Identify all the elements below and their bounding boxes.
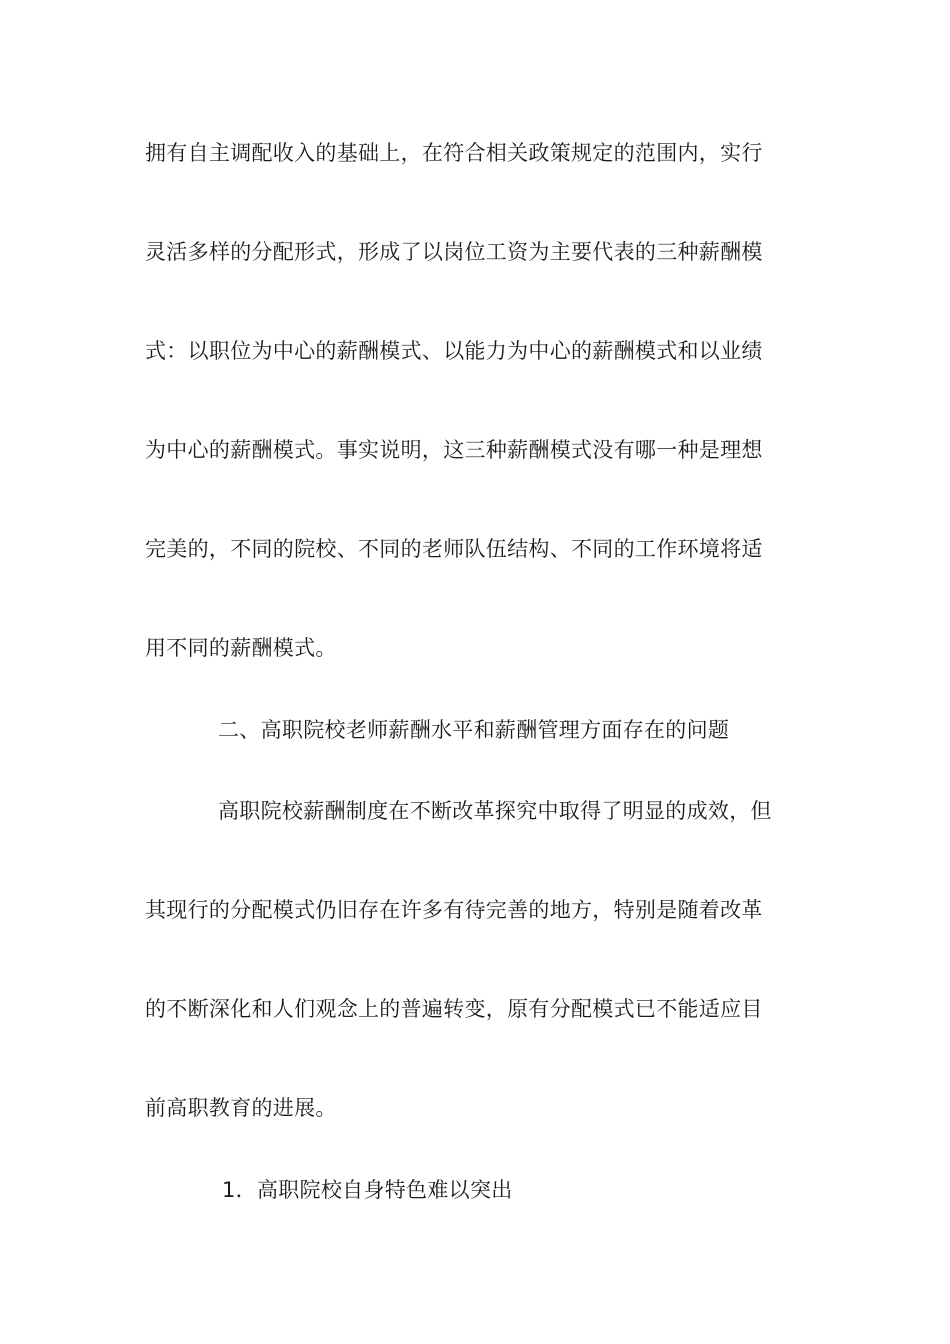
paragraph-line: 为中心的薪酬模式。事实说明，这三种薪酬模式没有哪一种是理想 [145,438,763,462]
paragraph-line: 式：以职位为中心的薪酬模式、以能力为中心的薪酬模式和以业绩 [145,339,763,363]
paragraph-line: 前高职教育的进展。 [145,1096,337,1120]
paragraph-line: 完美的，不同的院校、不同的老师队伍结构、不同的工作环境将适 [145,537,763,561]
paragraph-line: 其现行的分配模式仍旧存在许多有待完善的地方，特别是随着改革 [145,898,763,922]
section-heading: 二、高职院校老师薪酬水平和薪酬管理方面存在的问题 [218,718,730,742]
paragraph-line: 高职院校薪酬制度在不断改革探究中取得了明显的成效，但 [218,799,772,823]
subsection-heading: 1．高职院校自身特色难以突出 [222,1178,513,1202]
paragraph-line: 用不同的薪酬模式。 [145,636,337,660]
paragraph-line: 拥有自主调配收入的基础上，在符合相关政策规定的范围内，实行 [145,141,763,165]
paragraph-line: 的不断深化和人们观念上的普遍转变，原有分配模式已不能适应目 [145,997,763,1021]
paragraph-line: 灵活多样的分配形式，形成了以岗位工资为主要代表的三种薪酬模 [145,240,763,264]
